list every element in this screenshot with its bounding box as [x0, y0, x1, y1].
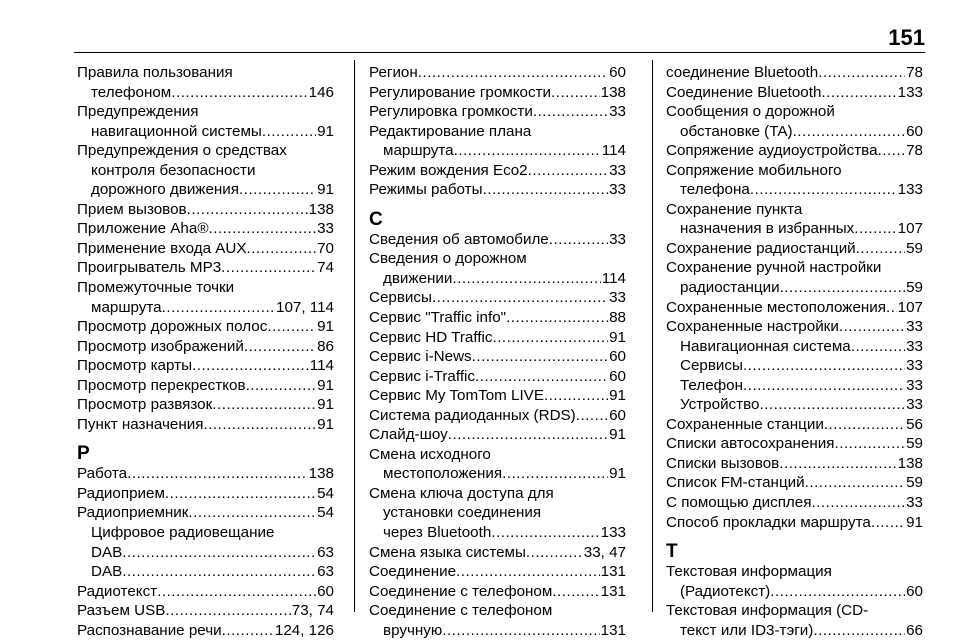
dot-leader — [472, 347, 608, 367]
index-entry — [369, 141, 626, 161]
index-entry-label: назначения в избранных — [680, 220, 855, 238]
index-entry-page: 91 — [906, 513, 923, 531]
dot-leader — [222, 621, 274, 641]
index-entry-page: 91 — [317, 122, 334, 140]
index-entry-label: Список FM-станций — [666, 474, 805, 492]
index-entry-page: 33 — [609, 181, 626, 199]
index-entry-page: 91 — [609, 328, 626, 346]
index-entry-label: Регулировка громкости — [369, 103, 533, 121]
index-entry-page: 91 — [317, 318, 334, 336]
index-entry — [666, 83, 923, 103]
index-entry-page: 88 — [609, 309, 626, 327]
index-entry-label: Сервисы — [369, 289, 432, 307]
index-entry — [666, 493, 923, 513]
index-entry-label: Пункт назначения — [77, 415, 204, 433]
index-entry-page: 138 — [600, 83, 626, 101]
dot-leader — [780, 278, 906, 298]
index-entry-text: Сведения о дорожном — [369, 250, 527, 268]
index-entry-label: Работа — [77, 465, 128, 483]
index-entry-page: 133 — [897, 181, 923, 199]
dot-leader — [824, 415, 905, 435]
index-column-2 — [369, 63, 626, 640]
index-entry — [666, 454, 923, 474]
index-entry — [77, 484, 334, 504]
index-entry-text: Предупреждения — [77, 103, 199, 121]
index-entry — [666, 141, 923, 161]
index-entry-text: Сопряжение мобильного — [666, 161, 842, 179]
dot-leader — [244, 337, 316, 357]
index-entry — [77, 464, 334, 484]
index-entry — [77, 582, 334, 602]
index-entry — [77, 562, 334, 582]
index-entry-label: текст или ID3-тэги) — [680, 621, 814, 639]
index-entry-page: 91 — [317, 396, 334, 414]
dot-leader — [192, 356, 309, 376]
index-entry-label: Сведения об автомобиле — [369, 230, 549, 248]
index-entry — [77, 83, 334, 103]
index-column-3 — [666, 63, 923, 640]
index-entry-label: Регион — [369, 64, 418, 81]
index-entry-page: 60 — [609, 348, 626, 366]
index-entry-page: 91 — [609, 387, 626, 405]
dot-leader — [551, 83, 600, 103]
index-entry — [77, 219, 334, 239]
index-entry-page: 59 — [906, 474, 923, 492]
dot-leader — [162, 298, 275, 318]
index-entry-text: Сохранение ручной настройки — [666, 259, 882, 277]
index-entry-page: 33 — [906, 494, 923, 512]
index-entry — [369, 406, 626, 426]
index-entry-label: движении — [383, 269, 453, 287]
index-entry — [77, 415, 334, 435]
index-entry — [77, 337, 334, 357]
index-entry — [77, 200, 334, 220]
index-entry-page: 59 — [906, 239, 923, 257]
dot-leader — [856, 239, 905, 259]
index-entry — [666, 621, 923, 641]
dot-leader — [743, 356, 905, 376]
dot-leader — [528, 161, 608, 181]
index-entry — [666, 473, 923, 493]
index-entry-label: соединение Bluetooth — [666, 64, 819, 81]
index-entry-label: Слайд-шоу — [369, 426, 448, 444]
dot-leader — [821, 83, 896, 103]
dot-leader — [246, 376, 317, 396]
index-entry-label: Разъем USB — [77, 602, 166, 620]
column-divider-1 — [354, 60, 355, 612]
index-entry-page: 131 — [600, 563, 626, 581]
index-entry-label: обстановке (TA) — [680, 122, 793, 140]
index-entry-page: 54 — [317, 504, 334, 522]
index-entry-text: Текстовая информация (CD- — [666, 602, 869, 620]
index-entry-label: Радиоприемник — [77, 504, 189, 522]
index-entry — [369, 328, 626, 348]
dot-leader — [851, 337, 905, 357]
index-entry — [369, 308, 626, 328]
dot-leader — [483, 180, 609, 200]
index-entry-text: Смена ключа доступа для — [369, 484, 554, 502]
index-entry-label: Сервисы — [680, 357, 743, 375]
index-entry-page: 107, 114 — [276, 298, 334, 316]
index-entry-label: DAB — [91, 543, 123, 561]
index-entry-page: 74 — [317, 259, 334, 277]
dot-leader — [442, 621, 599, 641]
index-entry-page: 91 — [609, 465, 626, 483]
index-entry-text: Сохранение пункта — [666, 200, 803, 218]
index-entry — [77, 601, 334, 621]
dot-leader — [122, 543, 316, 563]
index-entry-page: 73, 74 — [291, 602, 334, 620]
index-entry-label: Просмотр изображений — [77, 337, 244, 355]
index-entry-page: 63 — [317, 543, 334, 561]
index-entry — [666, 582, 923, 602]
index-entry — [369, 464, 626, 484]
index-entry-page: 33 — [609, 103, 626, 121]
index-entry-page: 60 — [609, 367, 626, 385]
dot-leader — [871, 513, 905, 533]
index-entry — [77, 122, 334, 142]
dot-leader — [165, 484, 316, 504]
dot-leader — [878, 141, 906, 161]
top-rule — [74, 52, 925, 53]
dot-leader — [533, 102, 608, 122]
dot-leader — [779, 454, 896, 474]
index-entry — [369, 180, 626, 200]
index-entry-page: 91 — [317, 181, 334, 199]
dot-leader — [805, 473, 905, 493]
index-entry-page: 60 — [317, 582, 334, 600]
index-entry-text: Соединение с телефоном — [369, 602, 553, 620]
index-entry-label: Режимы работы — [369, 181, 483, 199]
dot-leader — [165, 601, 290, 621]
dot-leader — [452, 269, 600, 289]
index-entry-page: 138 — [308, 200, 334, 218]
dot-leader — [491, 523, 599, 543]
index-entry — [666, 513, 923, 533]
dot-leader — [743, 376, 905, 396]
dot-leader — [432, 288, 608, 308]
index-entry — [369, 161, 626, 181]
index-entry-page: 59 — [906, 435, 923, 453]
dot-leader — [157, 582, 316, 602]
index-column-1 — [77, 63, 334, 640]
index-entry-text: Текстовая информация — [666, 563, 832, 581]
index-entry-label: телефоном — [91, 83, 172, 101]
index-entry — [666, 434, 923, 454]
index-entry — [77, 395, 334, 415]
index-entry-label: Сопряжение аудиоустройства — [666, 142, 878, 160]
index-entry — [369, 425, 626, 445]
dot-leader — [854, 219, 896, 239]
index-entry-page: 60 — [906, 582, 923, 600]
dot-leader — [448, 425, 608, 445]
dot-leader — [549, 230, 608, 250]
index-entry-label: дорожного движения — [91, 181, 240, 199]
index-entry-label: Распознавание речи — [77, 621, 222, 639]
index-entry-label: Применение входа AUX — [77, 239, 247, 257]
index-entry-label: Радиоприем — [77, 484, 165, 502]
dot-leader — [813, 621, 905, 641]
index-entry-label: Просмотр перекрестков — [77, 376, 246, 394]
dot-leader — [492, 328, 608, 348]
index-entry-page: 114 — [309, 357, 334, 375]
index-entry-text: Правила пользования — [77, 64, 233, 81]
dot-leader — [502, 464, 608, 484]
dot-leader — [203, 415, 316, 435]
dot-leader — [886, 298, 897, 318]
index-entry — [369, 230, 626, 250]
index-entry-page: 60 — [609, 406, 626, 424]
dot-leader — [187, 200, 308, 220]
index-entry-text: Предупреждения о средствах — [77, 142, 287, 160]
index-entry-page: 78 — [906, 64, 923, 81]
index-entry — [77, 298, 334, 318]
index-entry-page: 91 — [609, 426, 626, 444]
index-entry-label: Списки вызовов — [666, 454, 780, 472]
index-entry-label: Приложение Aha® — [77, 220, 209, 238]
index-entry — [666, 395, 923, 415]
index-entry-label: Сохраненные местоположения — [666, 298, 886, 316]
index-entry — [369, 83, 626, 103]
index-entry-text: установки соединения — [383, 504, 542, 522]
index-entry-label: Соединение Bluetooth — [666, 83, 822, 101]
index-entry-page: 33 — [906, 318, 923, 336]
dot-leader — [221, 258, 316, 278]
dot-leader — [209, 219, 317, 239]
index-entry-label: навигационной системы — [91, 122, 262, 140]
index-entry-label: телефона — [680, 181, 750, 199]
index-entry — [77, 621, 334, 641]
index-entry-page: 66 — [906, 621, 923, 639]
index-entry-page: 146 — [308, 83, 334, 101]
index-entry-label: (Радиотекст) — [680, 582, 771, 600]
index-entry — [369, 523, 626, 543]
index-entry — [369, 288, 626, 308]
index-entry-page: 91 — [317, 415, 334, 433]
index-entry — [369, 102, 626, 122]
index-entry-label: Регулирование громкости — [369, 83, 551, 101]
index-entry-label: Сервис My TomTom LIVE — [369, 387, 544, 405]
index-entry — [666, 337, 923, 357]
index-entry — [77, 180, 334, 200]
index-entry-label: Способ прокладки маршрута — [666, 513, 871, 531]
index-entry-page: 131 — [600, 621, 626, 639]
index-entry — [77, 317, 334, 337]
dot-leader — [506, 308, 608, 328]
index-entry-label: радиостанции — [680, 279, 780, 297]
dot-leader — [262, 122, 316, 142]
index-entry-page: 33 — [609, 289, 626, 307]
index-entry-label: через Bluetooth — [383, 524, 492, 542]
dot-leader — [127, 464, 308, 484]
index-entry-label: местоположения — [383, 465, 503, 483]
index-entry — [666, 376, 923, 396]
index-entry-label: Сервис i-Traffic — [369, 367, 476, 385]
dot-leader — [835, 434, 906, 454]
index-entry-label: Проигрыватель MP3 — [77, 259, 222, 277]
index-entry-label: Сервис i-News — [369, 348, 472, 366]
index-entry-page: 138 — [897, 454, 923, 472]
index-entry-page: 60 — [906, 122, 923, 140]
index-entry-text: контроля безопасности — [91, 161, 256, 179]
index-entry — [77, 543, 334, 563]
index-entry-label: Списки автосохранения — [666, 435, 835, 453]
section-letter: Р — [77, 443, 90, 465]
index-entry-text: Цифровое радиовещание — [91, 524, 275, 542]
index-entry-page: 33 — [609, 161, 626, 179]
index-entry-page: 33 — [906, 357, 923, 375]
index-entry-text: Смена исходного — [369, 445, 491, 463]
index-entry — [666, 317, 923, 337]
dot-leader — [188, 503, 316, 523]
index-entry-label: Система радиоданных (RDS) — [369, 406, 576, 424]
index-entry-page: 33, 47 — [583, 543, 626, 561]
index-entry-label: Сервис HD Traffic — [369, 328, 493, 346]
index-entry-page: 60 — [609, 64, 626, 81]
index-entry-page: 78 — [906, 142, 923, 160]
index-entry — [666, 356, 923, 376]
column-divider-2 — [652, 60, 653, 612]
index-entry-label: Телефон — [680, 376, 744, 394]
index-entry-label: маршрута — [91, 298, 162, 316]
index-entry-page: 86 — [317, 337, 334, 355]
index-entry-page: 114 — [601, 142, 626, 160]
index-entry-page: 107 — [897, 220, 923, 238]
index-entry — [666, 298, 923, 318]
index-entry — [666, 122, 923, 142]
index-entry — [77, 356, 334, 376]
page-number: 151 — [888, 25, 925, 50]
index-entry-page: 33 — [317, 220, 334, 238]
index-entry-label: Сохраненные настройки — [666, 318, 839, 336]
index-entry-page: 131 — [600, 582, 626, 600]
index-entry-page: 133 — [897, 83, 923, 101]
index-entry-label: Сохраненные станции — [666, 415, 824, 433]
index-entry — [666, 415, 923, 435]
index-entry-text: Промежуточные точки — [77, 279, 235, 297]
index-entry — [369, 63, 626, 83]
index-entry-label: DAB — [91, 563, 123, 581]
index-entry — [369, 347, 626, 367]
index-entry-page: 54 — [317, 484, 334, 502]
index-entry — [369, 582, 626, 602]
index-entry — [369, 386, 626, 406]
index-entry-label: Смена языка системы — [369, 543, 526, 561]
index-entry — [666, 278, 923, 298]
dot-leader — [544, 386, 608, 406]
index-entry-page: 124, 126 — [274, 621, 334, 639]
dot-leader — [839, 317, 905, 337]
dot-leader — [475, 367, 608, 387]
index-entry-text: Редактирование плана — [369, 122, 532, 140]
index-entry-label: Сохранение радиостанций — [666, 239, 856, 257]
index-entry-page: 59 — [906, 279, 923, 297]
index-entry-label: Соединение — [369, 563, 457, 581]
index-entry-label: Режим вождения Eco2 — [369, 161, 528, 179]
dot-leader — [552, 582, 599, 602]
index-entry-page: 114 — [601, 269, 626, 287]
index-entry-label: Прием вызовов — [77, 200, 187, 218]
index-entry — [666, 239, 923, 259]
dot-leader — [750, 180, 897, 200]
index-entry-page: 56 — [906, 415, 923, 433]
dot-leader — [212, 395, 316, 415]
section-letter: Т — [666, 541, 678, 563]
index-entry — [666, 219, 923, 239]
dot-leader — [246, 239, 316, 259]
index-entry-page: 63 — [317, 563, 334, 581]
index-entry — [369, 367, 626, 387]
index-entry — [369, 562, 626, 582]
index-entry — [369, 543, 626, 563]
index-entry-label: Просмотр развязок — [77, 396, 213, 414]
index-entry — [77, 258, 334, 278]
index-entry-label: С помощью дисплея — [666, 494, 812, 512]
index-entry — [369, 621, 626, 641]
index-entry-page: 138 — [308, 465, 334, 483]
index-entry-label: Просмотр карты — [77, 357, 192, 375]
index-entry-label: Радиотекст — [77, 582, 158, 600]
dot-leader — [418, 63, 608, 83]
index-entry-page: 107 — [897, 298, 923, 316]
index-entry-label: Сервис "Traffic info" — [369, 309, 507, 327]
index-entry — [77, 376, 334, 396]
index-entry-page: 33 — [906, 337, 923, 355]
dot-leader — [456, 562, 600, 582]
index-entry-label: Соединение с телефоном — [369, 582, 553, 600]
dot-leader — [526, 543, 583, 563]
dot-leader — [454, 141, 601, 161]
dot-leader — [239, 180, 316, 200]
index-entry — [77, 239, 334, 259]
dot-leader — [770, 582, 905, 602]
index-entry-page: 33 — [609, 230, 626, 248]
index-entry-page: 70 — [317, 239, 334, 257]
dot-leader — [122, 562, 316, 582]
dot-leader — [818, 63, 905, 83]
dot-leader — [793, 122, 906, 142]
dot-leader — [811, 493, 905, 513]
index-entry — [666, 63, 923, 83]
dot-leader — [171, 83, 307, 103]
index-entry-label: Навигационная система — [680, 337, 851, 355]
index-entry-page: 133 — [600, 524, 626, 542]
index-entry — [369, 269, 626, 289]
index-entry-label: маршрута — [383, 142, 454, 160]
dot-leader — [267, 317, 316, 337]
dot-leader — [759, 395, 905, 415]
index-entry-label: вручную — [383, 621, 443, 639]
index-entry-page: 33 — [906, 396, 923, 414]
dot-leader — [576, 406, 608, 426]
index-entry-page: 33 — [906, 376, 923, 394]
index-entry-label: Просмотр дорожных полос — [77, 318, 268, 336]
index-entry-page: 91 — [317, 376, 334, 394]
index-entry — [666, 180, 923, 200]
index-entry-label: Устройство — [680, 396, 760, 414]
index-entry — [77, 503, 334, 523]
index-entry-text: Сообщения о дорожной — [666, 103, 835, 121]
section-letter: С — [369, 208, 383, 230]
